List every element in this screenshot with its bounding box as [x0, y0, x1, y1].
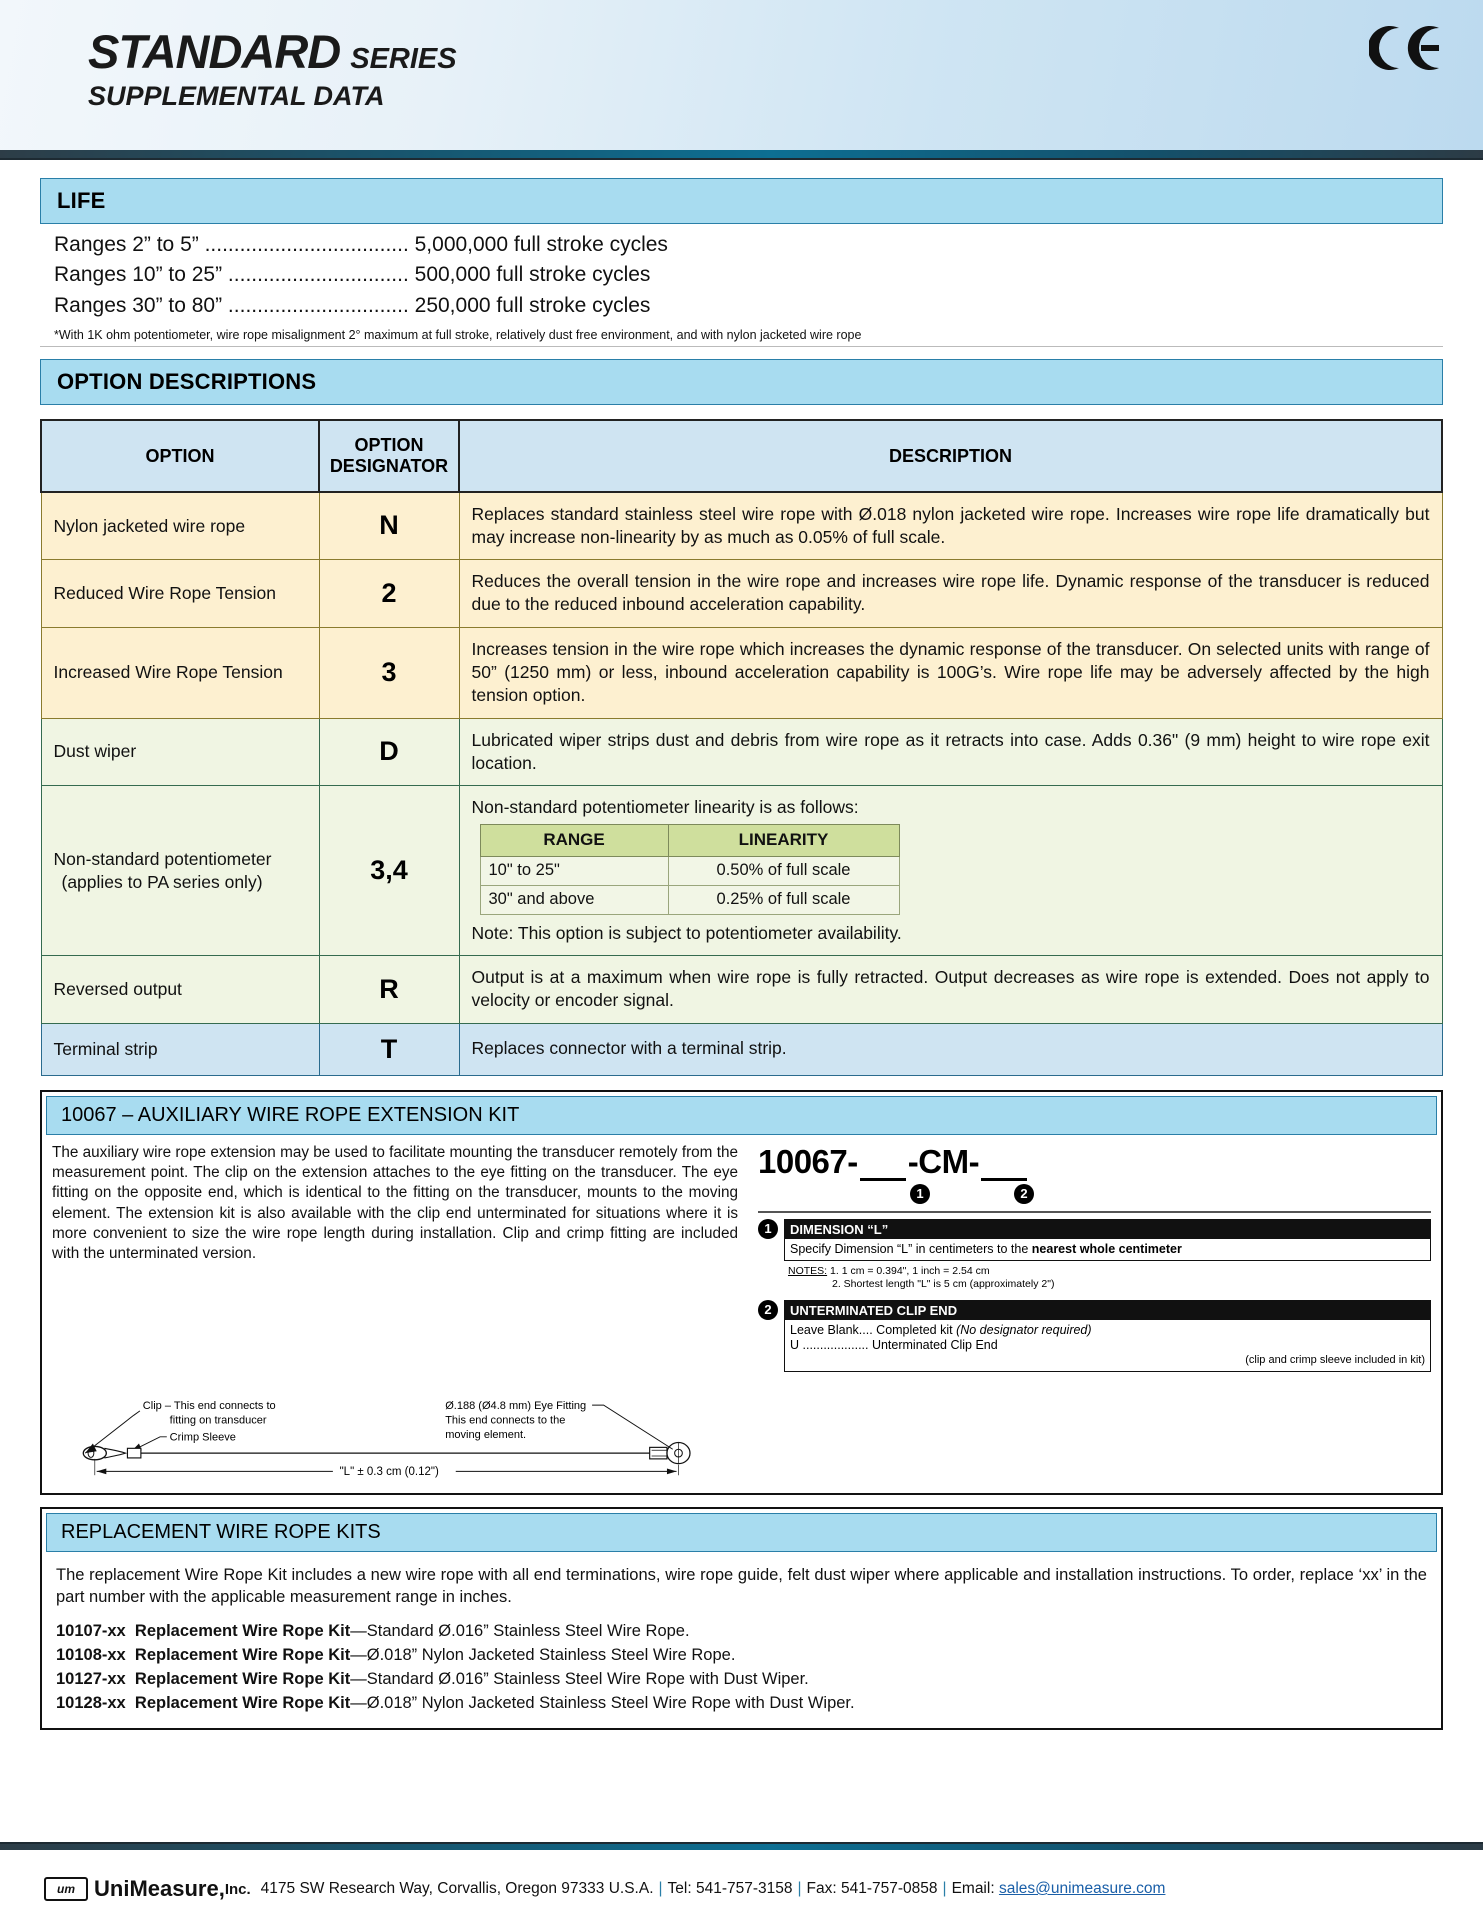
note-line-blank — [790, 1323, 1092, 1337]
option-name-line2: (applies to PA series only) — [61, 871, 263, 892]
company-email-link[interactable]: sales@unimeasure.com — [998, 1880, 1166, 1897]
part-number-builder — [752, 1143, 1431, 1380]
part-number-blank-1 — [860, 1151, 906, 1181]
company-name: UniMeasure, — [94, 1876, 225, 1901]
note-block-dimension — [758, 1219, 1431, 1262]
footer-divider — [0, 1842, 1483, 1850]
option-name: Reversed output — [41, 956, 319, 1024]
table-header-row — [41, 420, 1442, 491]
life-rows — [40, 224, 1443, 321]
table-row — [41, 1023, 1442, 1075]
replacement-kits-list — [56, 1620, 1427, 1716]
list-item — [56, 1692, 1427, 1716]
kit-name: Replacement Wire Rope Kit — [134, 1622, 351, 1641]
linearity-row — [480, 856, 899, 885]
wire-rope-extension-diagram — [52, 1384, 752, 1480]
auxiliary-kit-body-text: The auxiliary wire rope extension may be used to facilitate mounting the transducer remotely from the measurement point. The clip on the extension attaches to the eye fitting on the transducer. The eye fitting on the opposite end, which is identical to the fitting on the transducer, mounts to the moving element. The extension kit is also available with the clip end unterminated for situations where it is more convenient to size the wire rope length during installation. Clip and crimp fitting are included with the unterminated version. — [52, 1143, 738, 1263]
table-row — [41, 718, 1442, 786]
option-description: Replaces connector with a terminal strip. — [459, 1023, 1442, 1075]
note-text-bold: nearest whole centimeter — [1031, 1241, 1182, 1256]
replacement-kits-intro: The replacement Wire Rope Kit includes a new wire rope with all end terminations, wire rope guide, felt dust wiper where applicable and installation instructions. To order, replace ‘xx’ in the part number with the applicable measurement range in inches. — [56, 1565, 1427, 1606]
table-row — [41, 560, 1442, 628]
ce-mark-icon — [1369, 22, 1443, 74]
note-badge-1: 1 — [758, 1219, 778, 1239]
option-designator: 3,4 — [319, 786, 459, 956]
note-badge-2: 2 — [758, 1300, 778, 1320]
option-name: Dust wiper — [41, 718, 319, 786]
column-header-designator — [319, 420, 459, 491]
page-title: STANDARD — [88, 25, 341, 78]
kit-desc: —Standard Ø.016” Stainless Steel Wire Rope with Dust Wiper. — [350, 1669, 809, 1688]
footer-separator: | — [942, 1880, 947, 1897]
note-text-dimension — [785, 1239, 1430, 1261]
note-line-u: U ................... Unterminated Clip End — [790, 1338, 998, 1353]
note-text-unterminated — [785, 1320, 1430, 1371]
option-description: Reduces the overall tension in the wire rope and increases wire rope life. Dynamic response of the transducer is reduced due to the reduced inbound acceleration capability. — [459, 560, 1442, 628]
linearity-column-range: RANGE — [480, 825, 668, 857]
notes-line-2: 2. Shortest length "L" is 5 cm (approximately 2") — [832, 1278, 1055, 1291]
option-name-line1: Non-standard potentiometer — [53, 848, 272, 869]
label-crimp-sleeve: Crimp Sleeve — [169, 1431, 236, 1444]
option-descriptions-table — [40, 419, 1443, 1075]
part-number-middle: -CM- — [907, 1142, 980, 1180]
company-fax: Fax: 541-757-0858 — [806, 1880, 938, 1897]
option-descriptions-heading: OPTION DESCRIPTIONS — [40, 359, 1443, 405]
linearity-value: 0.25% of full scale — [668, 885, 899, 914]
note-line-blank-italic: (No designator required) — [956, 1322, 1092, 1337]
kit-name: Replacement Wire Rope Kit — [134, 1669, 351, 1688]
note-title-dimension: DIMENSION “L” — [785, 1220, 1430, 1239]
life-section-heading: LIFE — [40, 178, 1443, 224]
option-description: Increases tension in the wire rope which increases the dynamic response of the transducer. On selected units with range of 50” (1250 mm) or less, inbound acceleration capability is 100G’s. Wire rope life may be adversely affected by the high tension option. — [459, 627, 1442, 718]
kit-name: Replacement Wire Rope Kit — [134, 1693, 351, 1712]
page-footer — [0, 1876, 1483, 1902]
part-number-callouts — [758, 1184, 1431, 1204]
life-row: Ranges 30” to 80” ............................... 250,000 full stroke cycles — [54, 293, 651, 317]
kit-desc: —Ø.018” Nylon Jacketed Stainless Steel Wire Rope with Dust Wiper. — [350, 1693, 855, 1712]
part-number-blank-2 — [981, 1151, 1027, 1181]
column-header-designator-line2: DESIGNATOR — [329, 456, 449, 476]
company-address: 4175 SW Research Way, Corvallis, Oregon 97333 U.S.A. — [260, 1880, 654, 1897]
auxiliary-kit-heading: 10067 – AUXILIARY WIRE ROPE EXTENSION KIT — [46, 1096, 1437, 1135]
option-designator: 3 — [319, 627, 459, 718]
page-title-series: SERIES — [350, 43, 457, 75]
option-name: Terminal strip — [41, 1023, 319, 1075]
table-row — [41, 956, 1442, 1024]
label-eye-line1: Ø.188 (Ø4.8 mm) Eye Fitting — [445, 1399, 587, 1412]
option-designator: 2 — [319, 560, 459, 628]
linearity-value: 0.50% of full scale — [668, 856, 899, 885]
company-suffix: Inc. — [224, 1880, 251, 1898]
option-designator: T — [319, 1023, 459, 1075]
kit-part-number: 10128-xx — [56, 1693, 126, 1712]
option-name: Reduced Wire Rope Tension — [41, 560, 319, 628]
page-subtitle: SUPPLEMENTAL DATA — [88, 81, 385, 111]
linearity-column-linearity: LINEARITY — [668, 825, 899, 857]
header-divider — [0, 150, 1483, 160]
linearity-range: 10" to 25" — [480, 856, 668, 885]
linearity-intro: Non-standard potentiometer linearity is as follows: — [471, 797, 859, 818]
label-dimension-L: "L" ± 0.3 cm (0.12") — [339, 1465, 439, 1478]
label-clip-line1: Clip – This end connects to — [142, 1399, 276, 1412]
option-description: Lubricated wiper strips dust and debris from wire rope as it retracts into case. Adds 0.36" (9 mm) height to wire rope exit location. — [459, 718, 1442, 786]
kit-part-number: 10107-xx — [56, 1622, 126, 1641]
footer-separator: | — [797, 1880, 802, 1897]
page-header — [0, 0, 1483, 150]
option-designator: D — [319, 718, 459, 786]
replacement-kits-section — [40, 1507, 1443, 1730]
note-text-normal: Specify Dimension “L” in centimeters to the — [790, 1241, 1032, 1256]
list-item — [56, 1644, 1427, 1668]
kit-part-number: 10108-xx — [56, 1645, 126, 1664]
option-name: Increased Wire Rope Tension — [41, 627, 319, 718]
footer-separator: | — [658, 1880, 663, 1897]
table-row — [41, 492, 1442, 560]
linearity-table — [480, 824, 900, 914]
kit-name: Replacement Wire Rope Kit — [134, 1645, 351, 1664]
note-line-blank-normal: Leave Blank.... Completed kit — [790, 1322, 957, 1337]
linearity-range: 30" and above — [480, 885, 668, 914]
label-eye-line3: moving element. — [445, 1428, 527, 1441]
part-number-prefix: 10067- — [758, 1142, 858, 1180]
life-footnote: *With 1K ohm potentiometer, wire rope misalignment 2° maximum at full stroke, relatively dust free environment, and with nylon jacketed wire rope — [40, 321, 1443, 347]
option-description: Replaces standard stainless steel wire rope with Ø.018 nylon jacketed wire rope. Increases wire rope life dramatically but may increase non-linearity by as much as 0.05% of full scale. — [459, 492, 1442, 560]
company-email-label: Email: — [951, 1880, 995, 1897]
kit-part-number: 10127-xx — [56, 1669, 126, 1688]
option-name — [41, 786, 319, 956]
option-description: Output is at a maximum when wire rope is fully retracted. Output decreases as wire rope is extended. Does not apply to velocity or encoder signal. — [459, 956, 1442, 1024]
notes-line-1: 1. 1 cm = 0.394", 1 inch = 2.54 cm — [830, 1265, 990, 1278]
header-title-group — [88, 24, 457, 112]
replacement-kits-heading: REPLACEMENT WIRE ROPE KITS — [46, 1513, 1437, 1552]
callout-badge-1: 1 — [910, 1184, 930, 1204]
note-subnotes-dimension — [784, 1263, 1431, 1291]
note-line-included: (clip and crimp sleeve included in kit) — [1245, 1353, 1425, 1366]
column-header-description: DESCRIPTION — [459, 420, 1442, 491]
option-description — [459, 786, 1442, 956]
linearity-row — [480, 885, 899, 914]
label-eye-line2: This end connects to the — [445, 1413, 566, 1426]
note-title-unterminated: UNTERMINATED CLIP END — [785, 1301, 1430, 1320]
unimeasure-logo-icon: um — [44, 1877, 88, 1901]
linearity-note: Note: This option is subject to potentiometer availability. — [471, 922, 902, 943]
notes-label: NOTES: — [788, 1265, 828, 1278]
kit-desc: —Standard Ø.016” Stainless Steel Wire Rope. — [350, 1622, 690, 1641]
extension-kit-drawing — [42, 1380, 1441, 1493]
column-header-option: OPTION — [41, 420, 319, 491]
note-block-unterminated — [758, 1300, 1431, 1372]
part-number-divider — [758, 1211, 1431, 1213]
table-row — [41, 627, 1442, 718]
kit-desc: —Ø.018” Nylon Jacketed Stainless Steel Wire Rope. — [350, 1645, 736, 1664]
life-row: Ranges 2” to 5” ................................... 5,000,000 full stroke cycles — [54, 233, 668, 256]
list-item — [56, 1668, 1427, 1692]
part-number-line — [758, 1143, 1431, 1181]
callout-badge-2: 2 — [1014, 1184, 1034, 1204]
list-item — [56, 1620, 1427, 1644]
table-row-potentiometer — [41, 786, 1442, 956]
column-header-designator-line1: OPTION — [354, 435, 424, 456]
option-name: Nylon jacketed wire rope — [41, 492, 319, 560]
option-designator: R — [319, 956, 459, 1024]
auxiliary-kit-section — [40, 1090, 1443, 1495]
life-row: Ranges 10” to 25” ............................... 500,000 full stroke cycles — [54, 263, 651, 287]
company-tel: Tel: 541-757-3158 — [667, 1880, 793, 1897]
option-designator: N — [319, 492, 459, 560]
linearity-header-row — [480, 825, 899, 857]
label-clip-line2: fitting on transducer — [169, 1413, 267, 1426]
